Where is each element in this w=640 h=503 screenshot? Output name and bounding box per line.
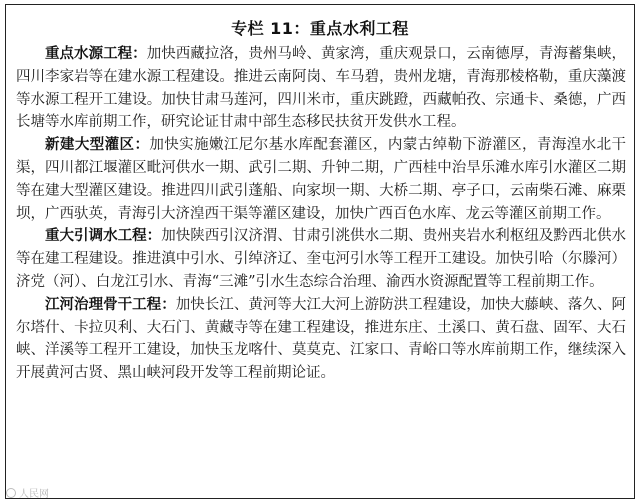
watermark: [6, 485, 49, 500]
paragraph-text-water-source: 加快西藏拉洛，贵州马岭、黄家湾，重庆观景口，云南德厚，青海蓄集峡，四川李家岩等在建水源工程建设。推进云南阿岗、车马碧，贵州龙塘，青海那棱格勒，重庆藻渡等水源工程开工建设。加快甘肃马莲河，四川米市，重庆跳蹬，西藏帕孜、宗通卡、桑德，广西长塘等水库前期工作，研究论证甘肃中部生态移民扶贫开发供水工程。: [16, 46, 627, 131]
column-content: [16, 43, 626, 385]
paragraph-lead-water-source: 重点水源工程：: [45, 46, 147, 62]
watermark-text: 人民网: [19, 489, 49, 500]
paragraph-text-river-control: 加快长江、黄河等大江大河上游防洪工程建设，加快大藤峡、落久、阿尔塔什、卡拉贝利、大石门、黄藏寺等在建工程建设，推进东庄、土溪口、黄石盘、固军、大石峡、洋溪等工程开工建设，加快玉龙喀什、莫莫克、江家口、青峪口等水库前期工作，继续深入开展黄河古贤、黑山峡河段开发等工程前期论证。: [16, 296, 627, 382]
column-title: 专栏 11：重点水利工程: [231, 19, 409, 38]
paragraph-text-water-diversion: 加快陕西引汉济渭、甘肃引洮供水二期、贵州夹岩水利枢纽及黔西北供水等在建工程建设。推进滇中引水、引绰济辽、奎屯河引水等工程开工建设。加快引哈（尔滕河）济党（河）、白龙江引水、青海“三滩”引水生态综合治理、渝西水资源配置等工程前期工作。: [16, 228, 627, 290]
watermark-logo-icon: [6, 488, 16, 498]
paragraph-lead-river-control: 江河治理骨干工程：: [45, 296, 176, 313]
paragraph-text-irrigation: 加快实施嫩江尼尔基水库配套灌区，内蒙古绰勒下游灌区，青海湟水北干渠，四川都江堰灌区毗河供水一期、武引二期、升钟二期，广西桂中治旱乐滩水库引水灌区二期等在建大型灌区建设。推进四川武引蓬船、向家坝一期、大桥二期、亭子口，云南柴石滩、麻栗坝，广西驮英，青海引大济湟西干渠等灌区建设，加快广西百色水库、龙云等灌区前期工作。: [16, 137, 627, 222]
paragraph-lead-irrigation: 新建大型灌区：: [45, 137, 150, 154]
paragraph-irrigation: [16, 134, 626, 225]
column-box: [5, 4, 635, 499]
paragraph-water-diversion: [16, 225, 626, 293]
paragraph-river-control: [16, 294, 626, 385]
paragraph-lead-water-diversion: 重大引调水工程：: [45, 228, 162, 245]
paragraph-water-source: [16, 43, 626, 134]
